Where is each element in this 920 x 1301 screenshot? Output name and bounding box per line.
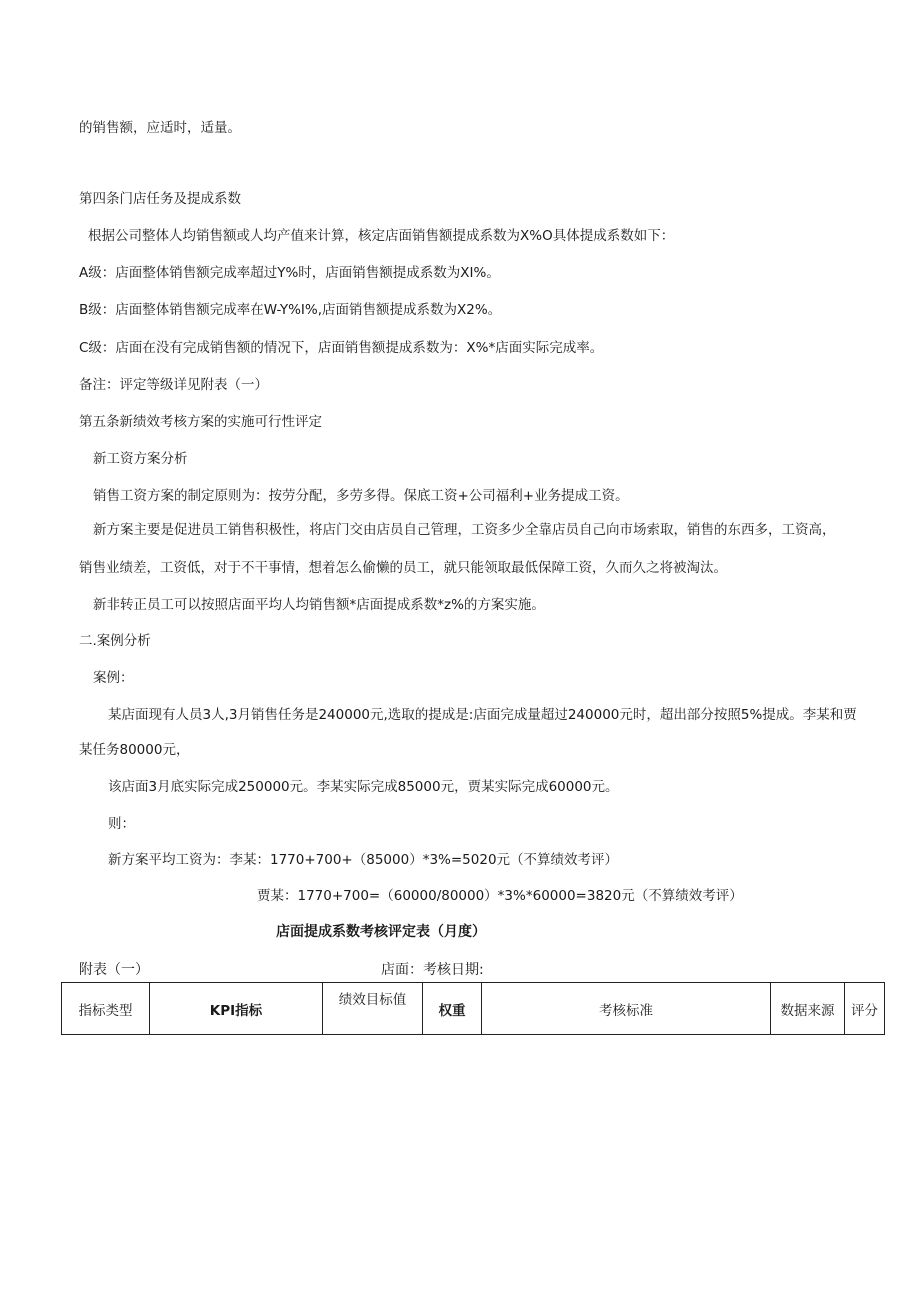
section-heading: 第五条新绩效考核方案的实施可行性评定 <box>79 414 322 430</box>
text-line: A级：店面整体销售额完成率超过Y%时，店面销售额提成系数为XI%。 <box>79 265 500 281</box>
text-line: 某店面现有人员3人,3月销售任务是240000元,选取的提成是:店面完成量超过240000元时，超出部分按照5%提成。李某和贾 <box>108 707 857 723</box>
table-title: 店面提成系数考核评定表（月度） <box>276 924 486 940</box>
text-line: 新工资方案分析 <box>93 451 188 467</box>
text-line: 销售业绩差，工资低，对于不干事情，想着怎么偷懒的员工，就只能领取最低保障工资，久而久之将被淘汰。 <box>79 560 727 576</box>
text-line: 贾某：1770+700=（60000/80000）*3%*60000=3820元（不算绩效考评） <box>257 888 743 904</box>
text-line: 根据公司整体人均销售额或人均产值来计算，核定店面销售额提成系数为X%O具体提成系数如下： <box>88 228 675 244</box>
text-line: 新方案主要是促进员工销售积极性，将店门交由店员自己管理，工资多少全靠店员自己向市场索取，销售的东西多，工资高， <box>93 522 836 538</box>
section-heading: 第四条门店任务及提成系数 <box>79 191 241 207</box>
text-line: 的销售额，应适时，适量。 <box>79 120 241 136</box>
appendix-label: 附表（一） <box>79 962 149 978</box>
header-data-source: 数据来源 <box>771 983 845 1035</box>
text-line: 新非转正员工可以按照店面平均人均销售额*店面提成系数*z%的方案实施。 <box>93 597 545 613</box>
text-line: 新方案平均工资为：李某：1770+700+（85000）*3%=5020元（不算绩效考评） <box>108 852 619 868</box>
header-criteria: 考核标准 <box>482 983 771 1035</box>
text-line: B级：店面整体销售额完成率在W-Y%I%,店面销售额提成系数为X2%。 <box>79 302 502 318</box>
text-line: 备注：评定等级详见附表（一） <box>79 377 268 393</box>
section-heading: 二.案例分析 <box>79 633 151 649</box>
header-score: 评分 <box>845 983 885 1035</box>
header-weight: 权重 <box>423 983 482 1035</box>
header-target-value: 绩效目标值 <box>323 983 423 1035</box>
text-line: 该店面3月底实际完成250000元。李某实际完成85000元，贾某实际完成60000元。 <box>108 779 619 795</box>
header-kpi-indicator: KPI指标 <box>150 983 323 1035</box>
kpi-evaluation-table <box>61 982 885 1035</box>
store-date-label: 店面：考核日期: <box>381 962 484 978</box>
header-indicator-type: 指标类型 <box>62 983 150 1035</box>
text-line: 则： <box>108 816 135 832</box>
text-line: 销售工资方案的制定原则为：按劳分配，多劳多得。保底工资+公司福利+业务提成工资。 <box>93 488 629 504</box>
text-line: 案例： <box>93 670 134 686</box>
table-header-row <box>62 983 885 1035</box>
text-line: 某任务80000元， <box>79 742 190 758</box>
text-line: C级：店面在没有完成销售额的情况下，店面销售额提成系数为：X%*店面实际完成率。 <box>79 340 604 356</box>
